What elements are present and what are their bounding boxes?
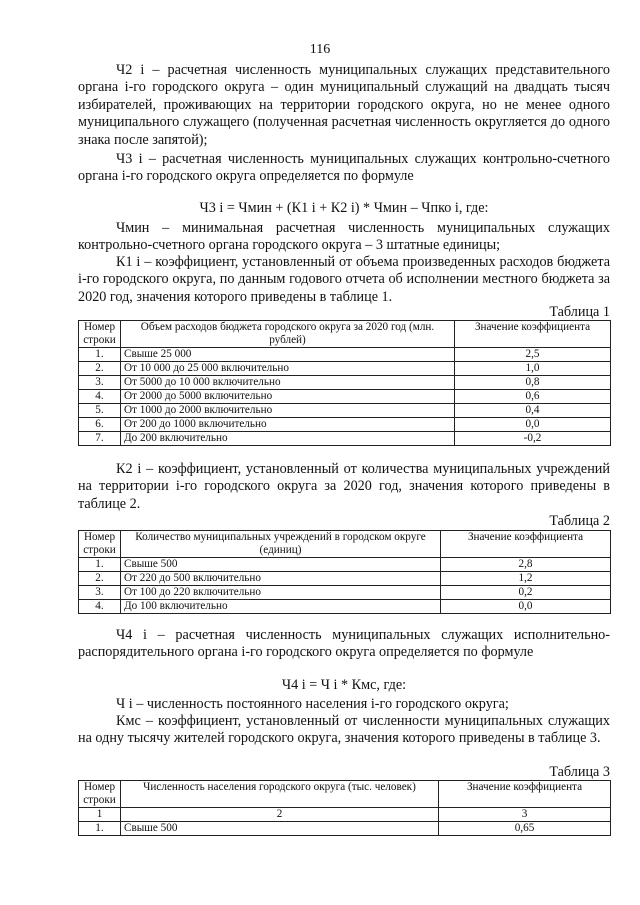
formula-ch4: Ч4 i = Ч i * Кмс, где: — [281, 677, 407, 693]
row-value: 2,8 — [441, 558, 611, 572]
table1-header-row — [79, 321, 611, 348]
table1-caption: Таблица 1 — [549, 304, 610, 320]
row-range: От 200 до 1000 включительно — [121, 418, 455, 432]
paragraph-chi: Ч i – численность постоянного населения i-го городского округа; — [116, 696, 509, 712]
row-range: Свыше 500 — [121, 558, 441, 572]
row-num: 4. — [79, 600, 121, 614]
page-number: 116 — [309, 42, 331, 57]
table-row — [79, 822, 611, 836]
table3-caption: Таблица 3 — [549, 764, 610, 780]
row-num: 2. — [79, 572, 121, 586]
table-row — [79, 348, 611, 362]
row-value: 2,5 — [455, 348, 611, 362]
table3-header-row — [79, 781, 611, 808]
paragraph-ch2: Ч2 i – расчетная численность муниципальных служащих представительного органа i-го городского округа – один муниципальный служащий на двадцать тысяч избирателей, проживающих на территории городского округа, но не менее одного муниципального служащего (полученная расчетная численность округляется до одного знака после запятой); — [78, 62, 610, 148]
table-row — [79, 390, 611, 404]
row-range: До 200 включительно — [121, 432, 455, 446]
row-range: До 100 включительно — [121, 600, 441, 614]
table-row — [79, 600, 611, 614]
table-row — [79, 432, 611, 446]
paragraph-k2: К2 i – коэффициент, установленный от количества муниципальных учреждений на территории i-го городского округа за 2020 год, значения которого приведены в таблице 2. — [78, 461, 610, 512]
row-value: 0,65 — [439, 822, 611, 836]
table-row — [79, 586, 611, 600]
index-cell: 1 — [79, 808, 121, 822]
row-range: От 10 000 до 25 000 включительно — [121, 362, 455, 376]
table-row — [79, 418, 611, 432]
row-range: От 2000 до 5000 включительно — [121, 390, 455, 404]
table2-header-row — [79, 531, 611, 558]
row-num: 3. — [79, 376, 121, 390]
row-num: 2. — [79, 362, 121, 376]
row-range: От 1000 до 2000 включительно — [121, 404, 455, 418]
row-num: 5. — [79, 404, 121, 418]
row-num: 1. — [79, 558, 121, 572]
row-range: От 100 до 220 включительно — [121, 586, 441, 600]
index-cell: 3 — [439, 808, 611, 822]
row-num: 1. — [79, 348, 121, 362]
row-num: 7. — [79, 432, 121, 446]
row-value: 1,2 — [441, 572, 611, 586]
table1-header-range: Объем расходов бюджета городского округа за 2020 год (млн. рублей) — [121, 321, 455, 348]
row-value: -0,2 — [455, 432, 611, 446]
table3-header-range: Численность населения городского округа (тыс. человек) — [121, 781, 439, 808]
paragraph-chmin: Чмин – минимальная расчетная численность муниципальных служащих контрольно-счетного органа городского округа – 3 штатные единицы; — [78, 220, 610, 254]
row-value: 0,8 — [455, 376, 611, 390]
row-value: 0,4 — [455, 404, 611, 418]
row-value: 0,0 — [455, 418, 611, 432]
row-num: 4. — [79, 390, 121, 404]
table2-header-num: Номер строки — [79, 531, 121, 558]
table-row — [79, 376, 611, 390]
formula-ch3: Ч3 i = Чмин + (К1 i + К2 i) * Чмин – Чпко i, где: — [199, 200, 489, 216]
table-2 — [78, 530, 611, 614]
row-value: 1,0 — [455, 362, 611, 376]
table3-index-row — [79, 808, 611, 822]
paragraph-ch3: Ч3 i – расчетная численность муниципальных служащих контрольно-счетного органа i-го городского округа определяется по формуле — [78, 151, 610, 185]
paragraph-kms: Кмс – коэффициент, установленный от численности муниципальных служащих на одну тысячу жителей городского округа, значения которого приведены в таблице 3. — [78, 713, 610, 747]
row-range: От 220 до 500 включительно — [121, 572, 441, 586]
paragraph-ch4: Ч4 i – расчетная численность муниципальных служащих исполнительно-распорядительного органа i-го городского округа определяется по формуле — [78, 627, 610, 661]
table2-header-value: Значение коэффициента — [441, 531, 611, 558]
index-cell: 2 — [121, 808, 439, 822]
row-range: От 5000 до 10 000 включительно — [121, 376, 455, 390]
row-value: 0,0 — [441, 600, 611, 614]
table1-header-value: Значение коэффициента — [455, 321, 611, 348]
row-range: Свыше 25 000 — [121, 348, 455, 362]
row-range: Свыше 500 — [121, 822, 439, 836]
row-value: 0,2 — [441, 586, 611, 600]
table3-header-value: Значение коэффициента — [439, 781, 611, 808]
row-num: 6. — [79, 418, 121, 432]
row-value: 0,6 — [455, 390, 611, 404]
table-row — [79, 572, 611, 586]
table-row — [79, 404, 611, 418]
paragraph-k1: К1 i – коэффициент, установленный от объема произведенных расходов бюджета i-го городского округа, по данным годового отчета об исполнении местного бюджета за 2020 год, значения которого приведены в таблице 1. — [78, 254, 610, 305]
table1-header-num: Номер строки — [79, 321, 121, 348]
table2-header-range: Количество муниципальных учреждений в городском округе (единиц) — [121, 531, 441, 558]
table2-caption: Таблица 2 — [549, 513, 610, 529]
row-num: 1. — [79, 822, 121, 836]
row-num: 3. — [79, 586, 121, 600]
table-row — [79, 558, 611, 572]
table3-header-num: Номер строки — [79, 781, 121, 808]
table-3 — [78, 780, 611, 836]
table-row — [79, 362, 611, 376]
table-1 — [78, 320, 611, 446]
